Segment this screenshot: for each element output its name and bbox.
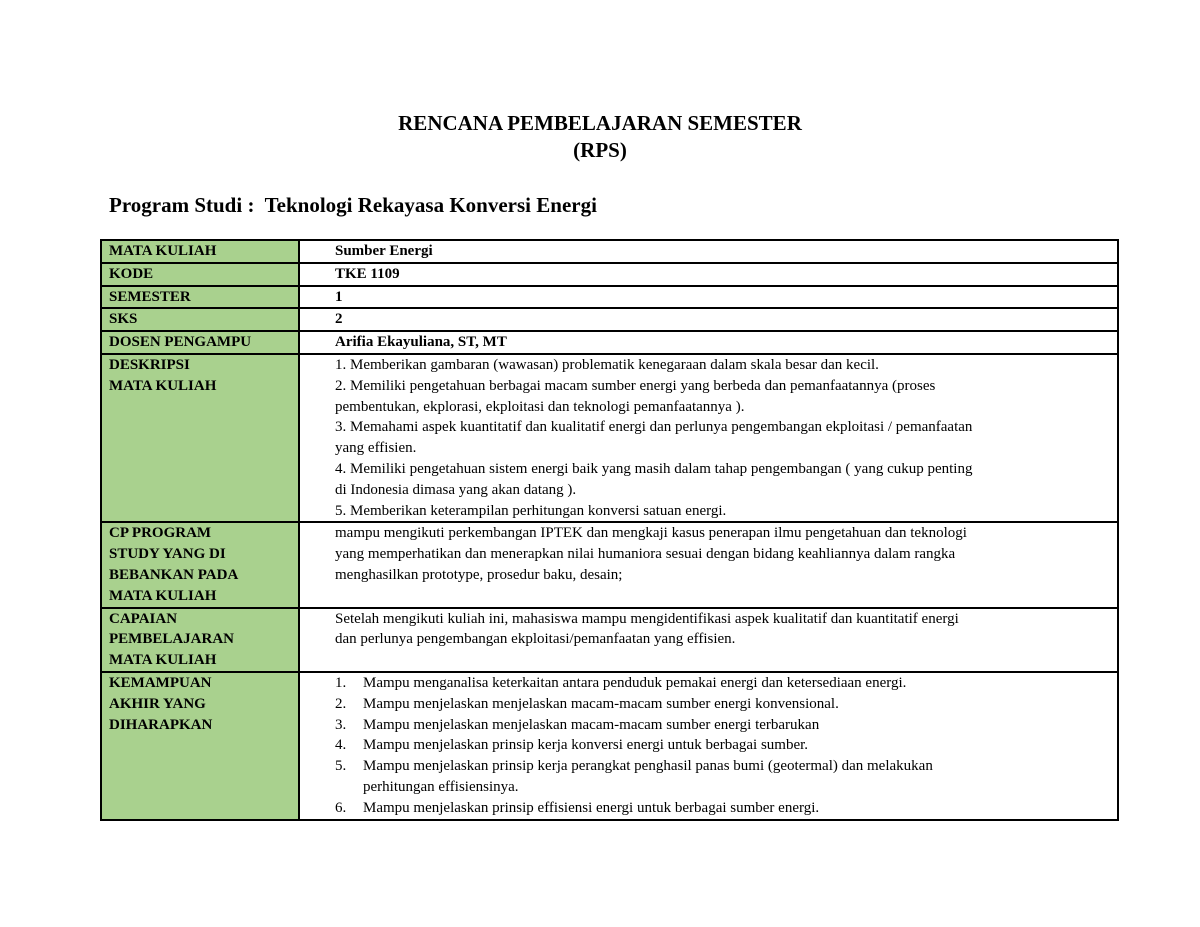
list-item-body <box>363 756 933 798</box>
list-item-text: Mampu menjelaskan prinsip kerja konversi energi untuk berbagai sumber. <box>363 737 809 754</box>
deskripsi-line: 1. Memberikan gambaran (wawasan) problematik kenegaraan dalam skala besar dan kecil. <box>335 356 879 373</box>
deskripsi-line: 5. Memberikan keterampilan perhitungan konversi satuan energi. <box>335 502 727 519</box>
value-capaian <box>299 608 1118 672</box>
deskripsi-line: di Indonesia dimasa yang akan datang ). <box>335 481 577 498</box>
label-kemampuan-line: KEMAMPUAN <box>109 674 212 691</box>
row-kode <box>101 263 1118 286</box>
list-item-number: 3. <box>335 716 347 733</box>
value-kode: TKE 1109 <box>299 263 1118 286</box>
value-deskripsi <box>299 354 1118 522</box>
row-mata-kuliah <box>101 240 1118 263</box>
label-capaian-line: MATA KULIAH <box>109 652 217 669</box>
row-deskripsi <box>101 354 1118 522</box>
list-item-text: Mampu menjelaskan menjelaskan macam-macam sumber energi terbarukan <box>363 716 820 733</box>
list-item-text: perhitungan effisiensinya. <box>363 778 519 795</box>
capaian-line: Setelah mengikuti kuliah ini, mahasiswa mampu mengidentifikasi aspek kualitatif dan kuantitatif energi <box>335 610 959 627</box>
capaian-line: dan perlunya pengembangan ekploitasi/pemanfaatan yang effisien. <box>335 631 736 648</box>
label-capaian <box>101 608 299 672</box>
value-cp-program <box>299 522 1118 607</box>
list-item <box>335 756 1105 798</box>
document-title: RENCANA PEMBELAJARAN SEMESTER <box>398 111 802 135</box>
cp-line: mampu mengikuti perkembangan IPTEK dan mengkaji kasus penerapan ilmu pengetahuan dan teknologi <box>335 525 967 542</box>
label-deskripsi <box>101 354 299 522</box>
list-item-number: 4. <box>335 737 347 754</box>
list-item <box>335 694 1105 715</box>
deskripsi-line: pembentukan, ekplorasi, ekploitasi dan teknologi pemanfaatannya ). <box>335 398 745 415</box>
value-sks: 2 <box>299 308 1118 331</box>
list-item <box>335 673 1105 694</box>
document-subtitle: (RPS) <box>573 138 627 162</box>
label-cp-program <box>101 522 299 607</box>
row-sks <box>101 308 1118 331</box>
label-cp-line: BEBANKAN PADA <box>109 566 239 583</box>
list-item-number: 6. <box>335 799 347 816</box>
row-cp-program <box>101 522 1118 607</box>
value-kemampuan <box>299 672 1118 820</box>
label-cp-line: MATA KULIAH <box>109 587 217 604</box>
kemampuan-list <box>335 673 1105 819</box>
label-capaian-line: PEMBELAJARAN <box>109 631 235 648</box>
label-capaian-line: CAPAIAN <box>109 610 178 627</box>
label-cp-line: STUDY YANG DI <box>109 546 226 563</box>
label-kemampuan-line: DIHARAPKAN <box>109 716 213 733</box>
program-studi <box>109 192 597 219</box>
row-capaian <box>101 608 1118 672</box>
list-item-text: Mampu menjelaskan menjelaskan macam-macam sumber energi konvensional. <box>363 695 839 712</box>
cp-line: yang memperhatikan dan menerapkan nilai humaniora sesuai dengan bidang keahliannya dalam rangka <box>335 546 956 563</box>
row-dosen <box>101 331 1118 354</box>
deskripsi-line: 2. Memiliki pengetahuan berbagai macam sumber energi yang berbeda dan pemanfaatannya (proses <box>335 377 936 394</box>
value-semester: 1 <box>299 286 1118 309</box>
value-dosen: Arifia Ekayuliana, ST, MT <box>299 331 1118 354</box>
label-kode: KODE <box>101 263 299 286</box>
label-sks: SKS <box>101 308 299 331</box>
deskripsi-line: 3. Memahami aspek kuantitatif dan kualitatif energi dan perlunya pengembangan ekploitasi / pemanfaatan <box>335 419 973 436</box>
deskripsi-line: yang effisien. <box>335 440 417 457</box>
label-dosen: DOSEN PENGAMPU <box>101 331 299 354</box>
label-deskripsi-line: DESKRIPSI <box>109 356 190 373</box>
label-kemampuan-line: AKHIR YANG <box>109 695 206 712</box>
row-semester <box>101 286 1118 309</box>
list-item <box>335 735 1105 756</box>
list-item-text: Mampu menjelaskan prinsip effisiensi energi untuk berbagai sumber energi. <box>363 799 820 816</box>
cp-line: menghasilkan prototype, prosedur baku, desain; <box>335 566 623 583</box>
list-item-text: Mampu menganalisa keterkaitan antara penduduk pemakai energi dan ketersediaan energi. <box>363 674 907 691</box>
program-value: Teknologi Rekayasa Konversi Energi <box>264 193 597 217</box>
list-item-text: Mampu menjelaskan prinsip kerja perangkat penghasil panas bumi (geotermal) dan melakukan <box>363 758 933 775</box>
list-item <box>335 715 1105 736</box>
label-mata-kuliah: MATA KULIAH <box>101 240 299 263</box>
list-item-number: 1. <box>335 674 347 691</box>
rps-table <box>100 239 1119 821</box>
label-deskripsi-line: MATA KULIAH <box>109 377 217 394</box>
list-item-number: 5. <box>335 758 347 775</box>
deskripsi-line: 4. Memiliki pengetahuan sistem energi baik yang masih dalam tahap pengembangan ( yang cukup penting <box>335 460 973 477</box>
label-kemampuan <box>101 672 299 820</box>
label-semester: SEMESTER <box>101 286 299 309</box>
list-item <box>335 798 1105 819</box>
value-mata-kuliah: Sumber Energi <box>299 240 1118 263</box>
list-item-number: 2. <box>335 695 347 712</box>
label-cp-line: CP PROGRAM <box>109 525 212 542</box>
program-label: Program Studi <box>109 193 243 217</box>
row-kemampuan <box>101 672 1118 820</box>
program-separator: : <box>247 193 255 217</box>
